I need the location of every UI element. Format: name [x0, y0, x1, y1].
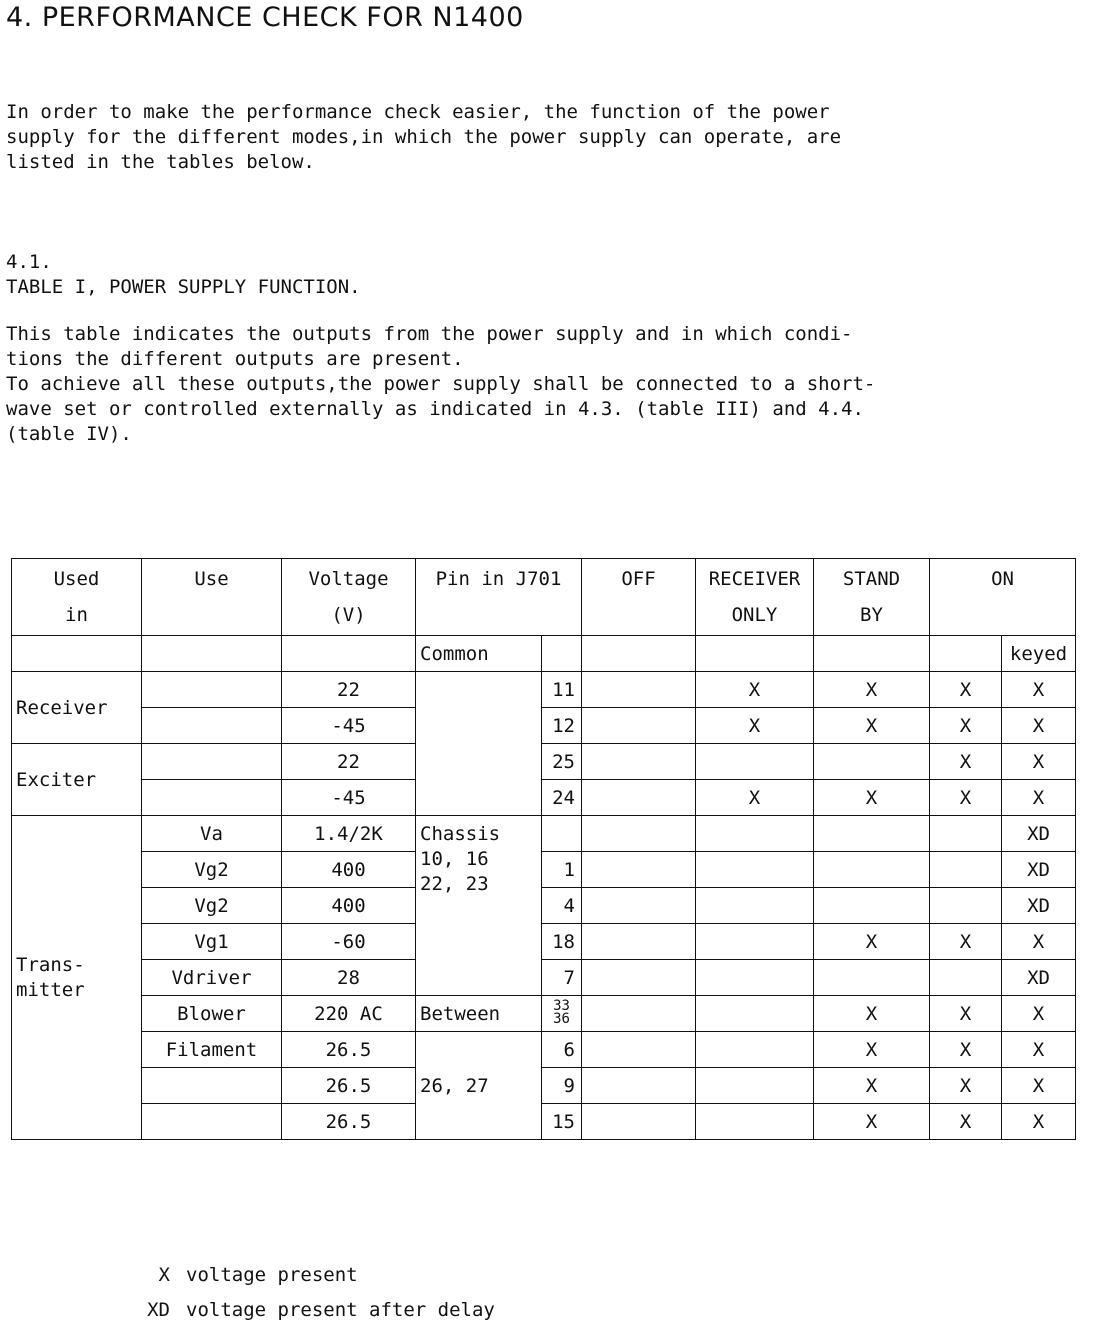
header-standby: STAND BY — [814, 559, 930, 636]
legend-item — [130, 1264, 358, 1286]
table-row: Vg2 400 1 XD — [12, 852, 1076, 888]
table-row: Exciter 22 25 X X — [12, 744, 1076, 780]
group-transmitter: Trans- mitter — [12, 816, 142, 1140]
legend-item — [130, 1299, 495, 1321]
power-supply-function-table — [11, 558, 1076, 1140]
section-title: TABLE I, POWER SUPPLY FUNCTION. — [6, 276, 361, 298]
legend-text: voltage present after delay — [186, 1299, 495, 1321]
section-description: This table indicates the outputs from the power supply and in which condi- tions the different outputs are present. To achieve all these outputs,the power supply shall be connected to a short- wave set or controlled externally as indicated in 4.3. (table III) and 4.4. (table IV). — [6, 323, 876, 445]
common-pins-26-27: 26, 27 — [416, 1032, 542, 1140]
subheader-keyed: keyed — [1002, 636, 1076, 672]
header-voltage: Voltage (V) — [282, 559, 416, 636]
table-row: Vdriver 28 7 XD — [12, 960, 1076, 996]
header-row — [12, 559, 1076, 636]
header-pin: Pin in J701 — [416, 559, 582, 636]
header-on: ON — [930, 559, 1076, 636]
common-chassis: Chassis 10, 16 22, 23 — [416, 816, 542, 996]
table-row: Filament 26.5 26, 27 6 X X X — [12, 1032, 1076, 1068]
legend-symbol: XD — [147, 1299, 170, 1321]
legend-text: voltage present — [186, 1264, 358, 1286]
legend-symbol: X — [158, 1264, 170, 1286]
page-heading: 4. PERFORMANCE CHECK FOR N1400 — [6, 2, 524, 33]
table-row: Vg1 -60 18 X X X — [12, 924, 1076, 960]
group-exciter: Exciter — [12, 744, 142, 816]
table-row: Vg2 400 4 XD — [12, 888, 1076, 924]
table-row: -45 12 X X X X — [12, 708, 1076, 744]
table-row: 26.5 9 X X X — [12, 1068, 1076, 1104]
header-use: Use — [142, 559, 282, 636]
subheader-common: Common — [416, 636, 542, 672]
common-blank — [416, 672, 542, 816]
table-row: Receiver 22 11 X X X X — [12, 672, 1076, 708]
subheader-row — [12, 636, 1076, 672]
group-receiver: Receiver — [12, 672, 142, 744]
intro-paragraph: In order to make the performance check easier, the function of the power supply for the different modes,in which the power supply can operate, are listed in the tables below. — [6, 101, 842, 173]
table-row: 26.5 15 X X X — [12, 1104, 1076, 1140]
section-number: 4.1. — [6, 251, 52, 273]
table-row: Trans- mitter Va 1.4/2K Chassis 10, 16 22, 23 XD — [12, 816, 1076, 852]
header-receiver-only: RECEIVER ONLY — [696, 559, 814, 636]
common-between: Between — [416, 996, 542, 1032]
table-row: -45 24 X X X X — [12, 780, 1076, 816]
header-used-in: Used in — [12, 559, 142, 636]
table-row: Blower 220 AC Between 33 36 X X X — [12, 996, 1076, 1032]
header-off: OFF — [582, 559, 696, 636]
